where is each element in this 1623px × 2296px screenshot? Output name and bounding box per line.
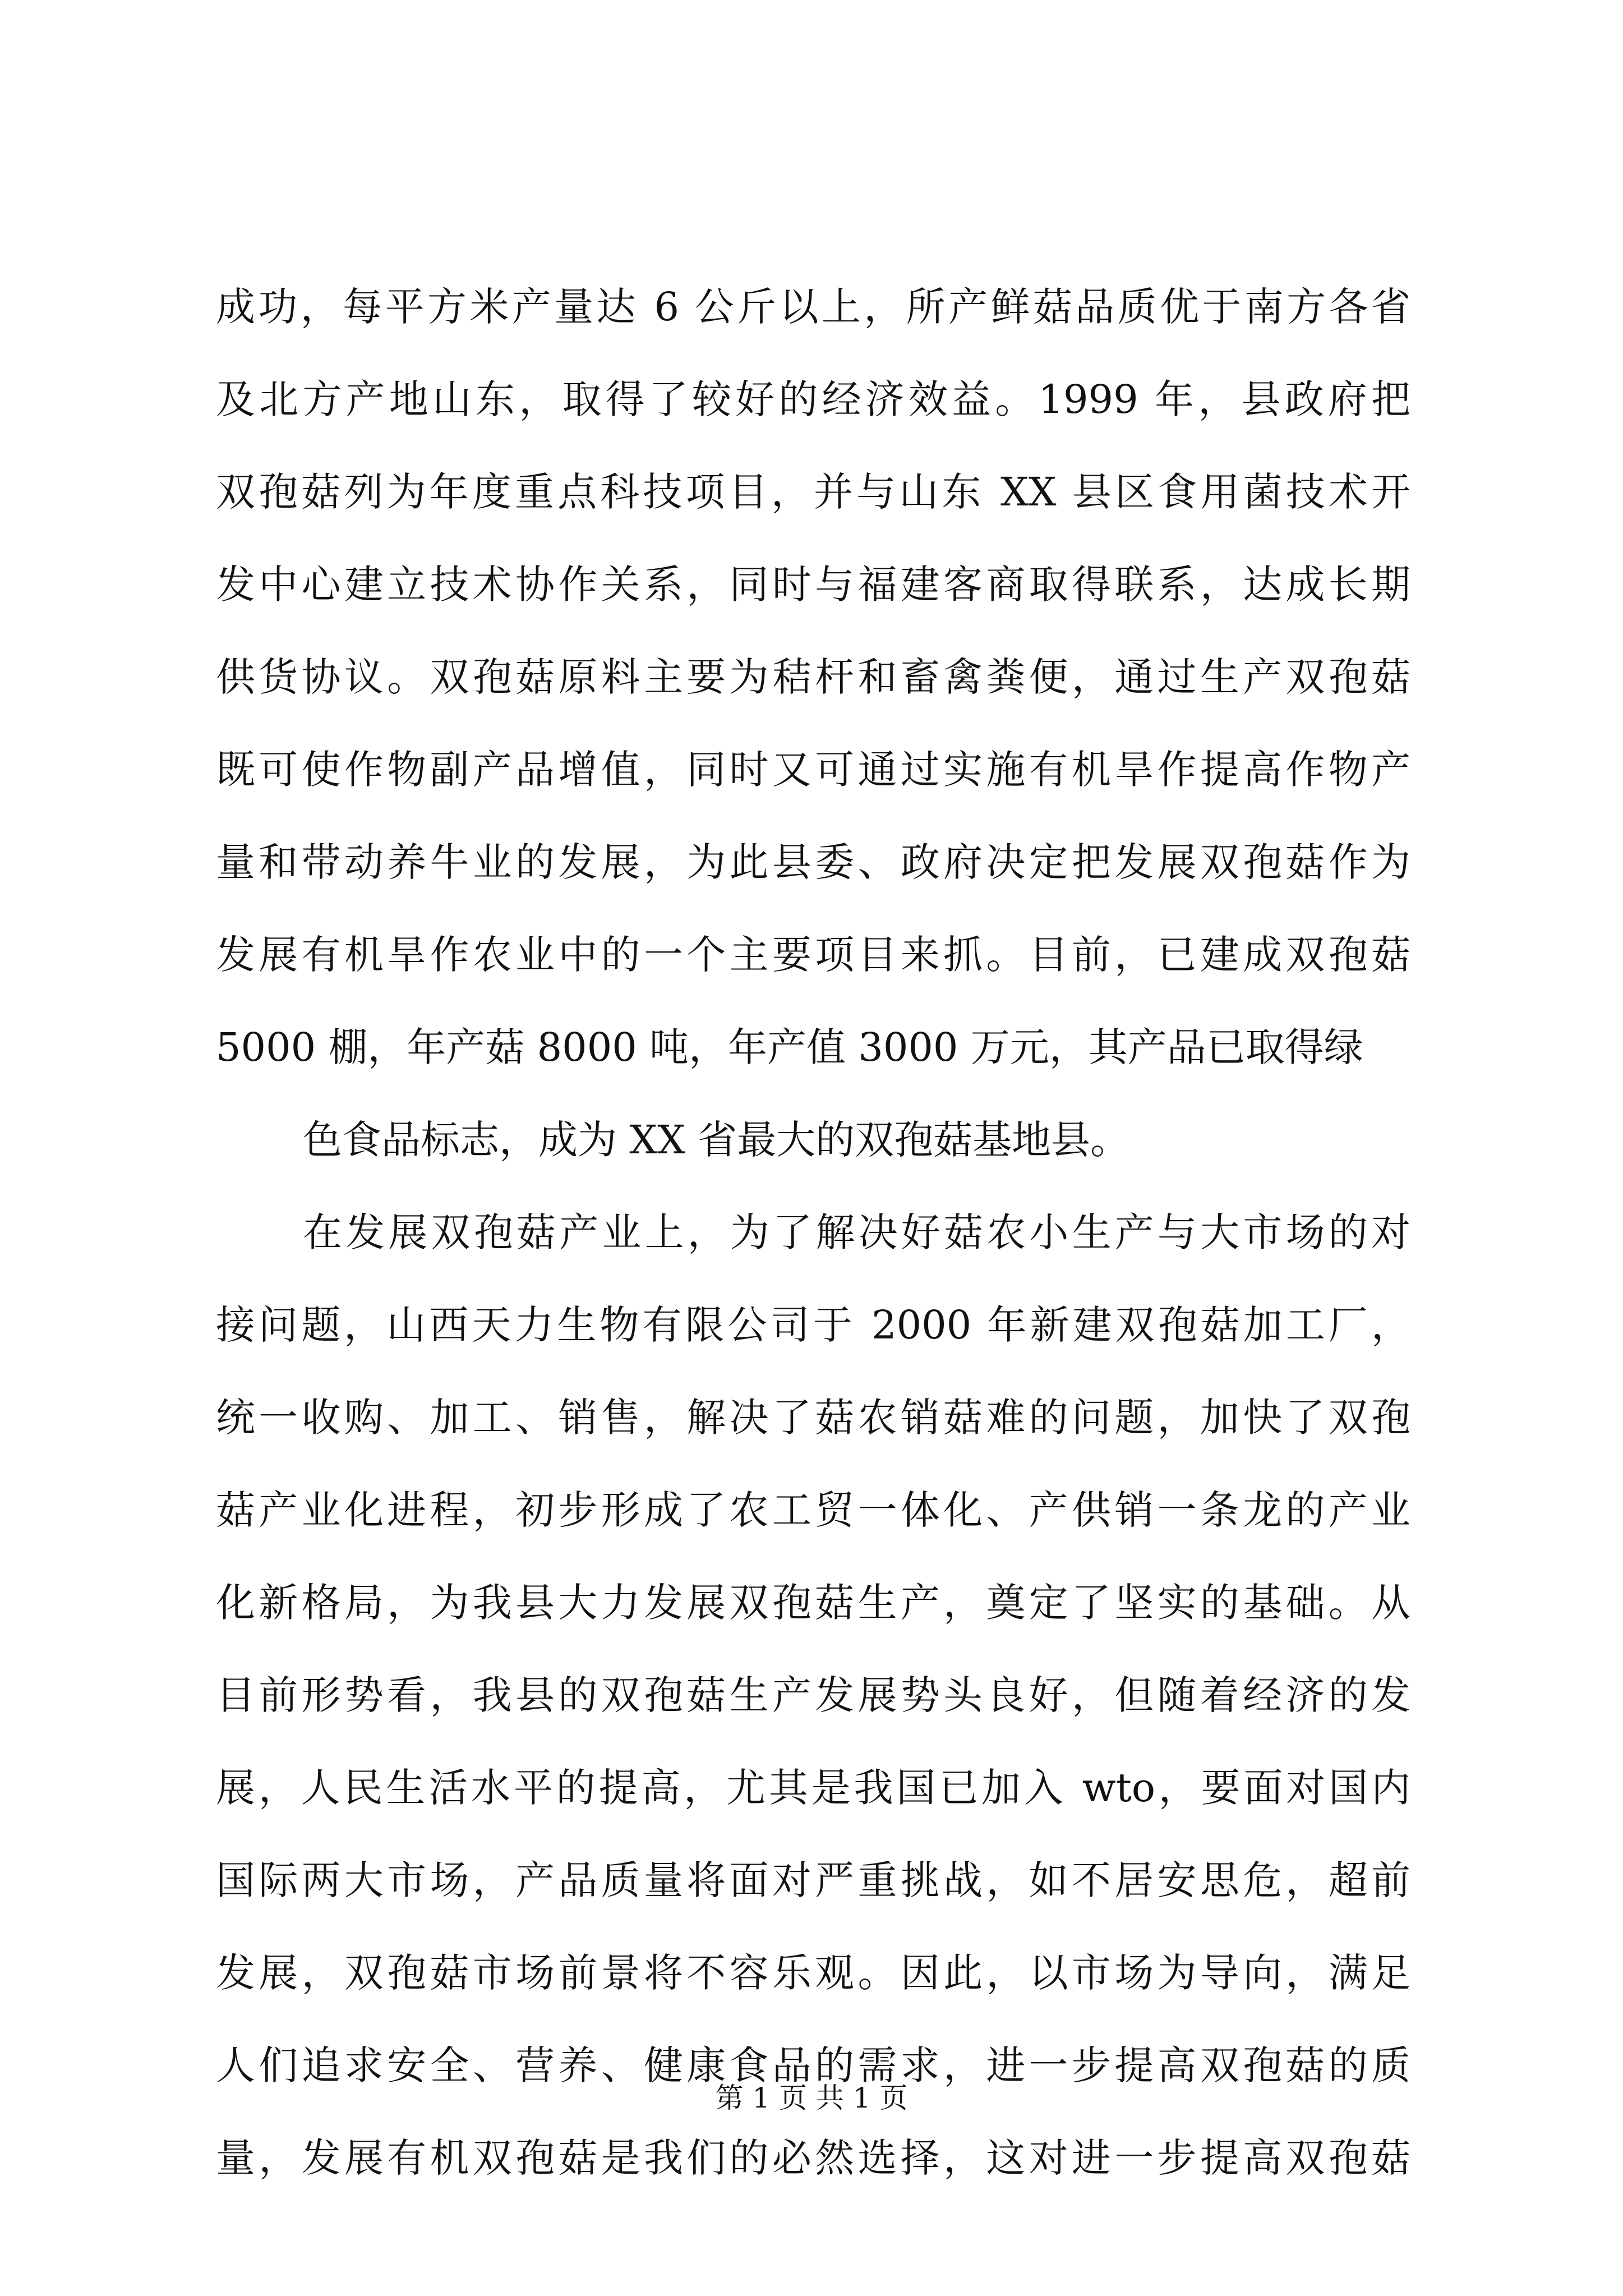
text-line: 量和带动养牛业的发展，为此县委、政府决定把发展双孢菇作为 — [216, 839, 1410, 885]
text-line: 在发展双孢菇产业上，为了解决好菇农小生产与大市场的对 — [303, 1209, 1410, 1255]
text-line: 既可使作物副产品增值，同时又可通过实施有机旱作提高作物产 — [216, 747, 1410, 793]
text-line: 量，发展有机双孢菇是我们的必然选择，这对进一步提高双孢菇 — [216, 2135, 1410, 2181]
text-line: 人们追求安全、营养、健康食品的需求，进一步提高双孢菇的质 — [216, 2042, 1410, 2088]
text-line: 双孢菇列为年度重点科技项目，并与山东 XX 县区食用菌技术开 — [216, 469, 1410, 515]
text-line: 发中心建立技术协作关系，同时与福建客商取得联系，达成长期 — [216, 562, 1410, 608]
text-line: 5000 棚，年产菇 8000 吨，年产值 3000 万元，其产品已取得绿 — [216, 1024, 1363, 1070]
text-line: 目前形势看，我县的双孢菇生产发展势头良好，但随着经济的发 — [216, 1672, 1410, 1718]
text-line: 接问题，山西天力生物有限公司于 2000 年新建双孢菇加工厂， — [216, 1302, 1410, 1348]
text-line: 化新格局，为我县大力发展双孢菇生产，奠定了坚实的基础。从 — [216, 1580, 1410, 1626]
text-line: 统一收购、加工、销售，解决了菇农销菇难的问题，加快了双孢 — [216, 1395, 1410, 1441]
text-line: 发展，双孢菇市场前景将不容乐观。因此，以市场为导向，满足 — [216, 1950, 1410, 1996]
text-line: 供货协议。双孢菇原料主要为秸杆和畜禽粪便，通过生产双孢菇 — [216, 654, 1410, 700]
text-line: 及北方产地山东，取得了较好的经济效益。1999 年，县政府把 — [216, 376, 1410, 422]
document-body — [216, 261, 1410, 2205]
text-line: 国际两大市场，产品质量将面对严重挑战，如不居安思危，超前 — [216, 1857, 1410, 1903]
text-line: 色食品标志，成为 XX 省最大的双孢菇基地县。 — [303, 1117, 1130, 1163]
text-line: 成功，每平方米产量达 6 公斤以上，所产鲜菇品质优于南方各省 — [216, 284, 1410, 330]
text-line: 发展有机旱作农业中的一个主要项目来抓。目前，已建成双孢菇 — [216, 932, 1410, 978]
text-line: 菇产业化进程，初步形成了农工贸一体化、产供销一条龙的产业 — [216, 1487, 1410, 1533]
page-footer: 第 1 页 共 1 页 — [715, 2082, 908, 2114]
text-line: 展，人民生活水平的提高，尤其是我国已加入 wto，要面对国内 — [216, 1765, 1410, 1811]
